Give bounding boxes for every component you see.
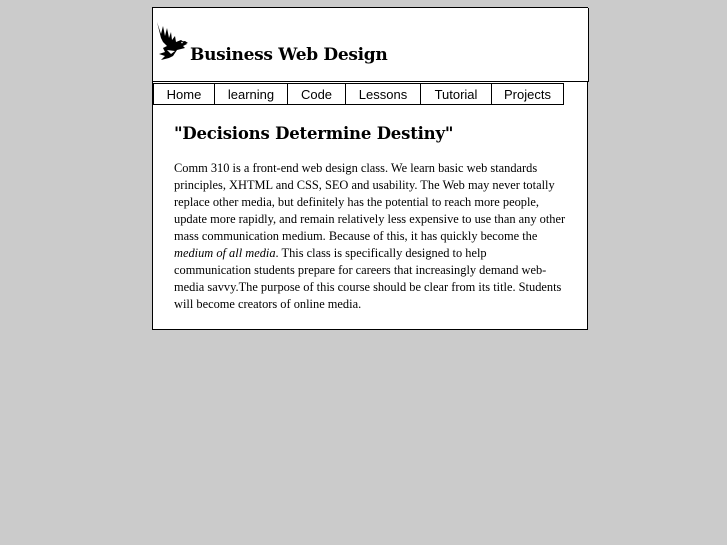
nav-item-lessons[interactable]: Lessons: [345, 83, 421, 105]
intro-text-part1: Comm 310 is a front-end web design class. We learn basic web standards principles, XHTML and CSS, SEO and usability. The Web may never totally replace other media, but definitely has the potential to reach more people, update more rapidly, and remain relatively less expensive to use than any other mass communication medium. Because of this, it has quickly become the: [174, 161, 566, 243]
main-navigation: [153, 83, 564, 105]
eagle-logo-icon: [155, 20, 189, 62]
nav-item-projects[interactable]: Projects: [491, 83, 564, 105]
site-header: [153, 8, 589, 82]
main-content: [174, 124, 566, 313]
intro-paragraph: [174, 160, 566, 313]
intro-emphasis: medium of all media: [174, 246, 276, 260]
intro-text-part2: . This class is specifically designed to help communication students prepare for careers that increasingly demand web-media savvy.The purpose of this course should be clear from its title. Students will become creators of online media.: [174, 246, 562, 311]
nav-item-code[interactable]: Code: [287, 83, 346, 105]
page-container: [152, 7, 588, 330]
nav-item-home[interactable]: Home: [153, 83, 215, 105]
page-headline: "Decisions Determine Destiny": [174, 124, 454, 143]
nav-item-learning[interactable]: learning: [214, 83, 288, 105]
nav-item-tutorial[interactable]: Tutorial: [420, 83, 492, 105]
site-title: Business Web Design: [190, 45, 388, 65]
